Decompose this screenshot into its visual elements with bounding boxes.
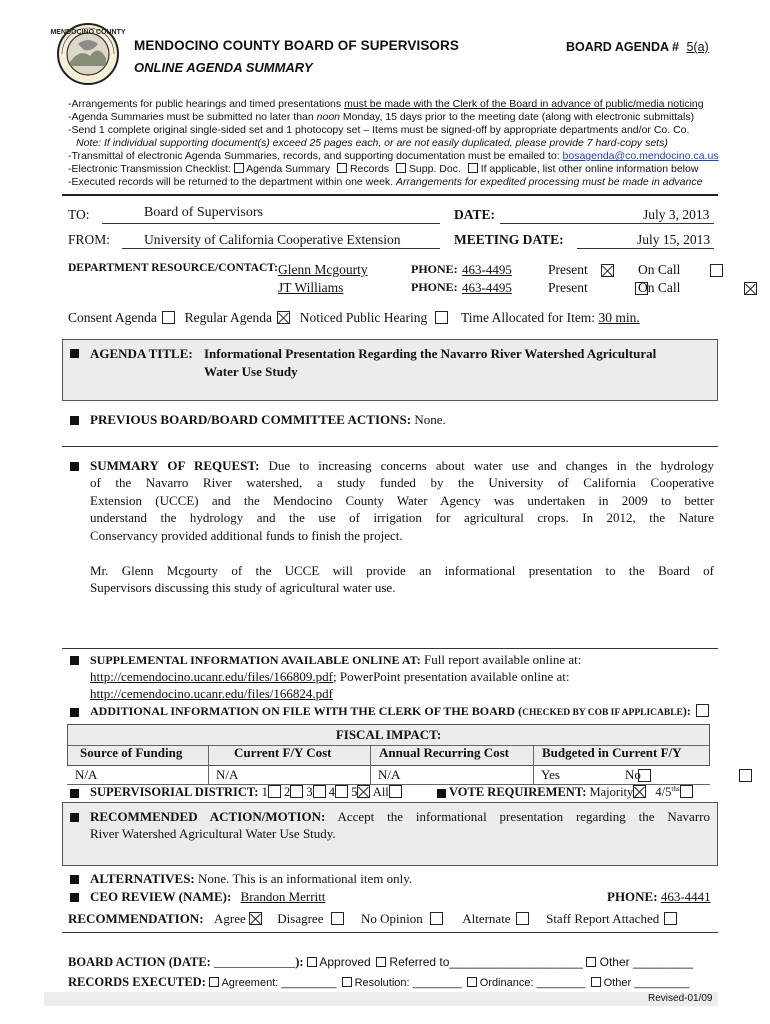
additional-info-end: ): — [682, 704, 691, 718]
instruction-6a: -Electronic Transmission Checklist: — [68, 163, 234, 175]
other-action-checkbox[interactable] — [586, 957, 596, 967]
summary-line-2: Extension (UCCE) and the Mendocino County Water Agency was undertaken in 2009 to better — [90, 493, 714, 508]
district-2: 2 — [283, 785, 291, 799]
majority-label: Majority — [589, 785, 634, 800]
checkbox-other-online[interactable] — [468, 163, 478, 173]
dept-contact-label: DEPARTMENT RESOURCE/CONTACT: — [68, 262, 278, 274]
bullet-icon — [70, 875, 79, 884]
alternatives-label: ALTERNATIVES: — [90, 871, 195, 886]
approved-label: Approved — [319, 955, 371, 969]
contact-phone-label-2: PHONE: — [411, 280, 458, 294]
majority-checkbox[interactable] — [633, 785, 646, 798]
recommendation-options — [214, 911, 677, 927]
records-executed-label: RECORDS EXECUTED: — [68, 975, 206, 989]
bullet-icon — [70, 893, 79, 902]
board-action-label: BOARD ACTION (DATE: — [68, 955, 211, 969]
instruction-7b: Arrangements for expedited processing must be made in advance — [396, 176, 703, 188]
ceo-label: CEO REVIEW (NAME): — [90, 889, 232, 904]
agreement-checkbox[interactable] — [209, 977, 219, 987]
additional-info-small: CHECKED BY COB IF APPLICABLE — [522, 708, 683, 718]
meeting-date-value: July 15, 2013 — [637, 232, 711, 247]
ceo-phone — [607, 889, 711, 905]
agreement-label: Agreement: _________ — [221, 977, 337, 989]
from-label: FROM: — [68, 232, 111, 247]
recommended-line-2: River Watershed Agricultural Water Use Study. — [90, 826, 336, 841]
agenda-title-text: Informational Presentation Regarding the Navarro River Watershed Agricultural — [204, 346, 657, 361]
district-1: 1 — [261, 785, 268, 799]
budgeted-yes-label: Yes — [541, 767, 560, 782]
staff-report-label: Staff Report Attached — [546, 911, 660, 926]
ceo-phone-value: 463-4441 — [660, 889, 711, 904]
board-agenda-label: BOARD AGENDA # — [566, 40, 679, 54]
summary-label: SUMMARY OF REQUEST: — [90, 458, 260, 473]
alternatives — [90, 871, 412, 887]
page-subtitle: ONLINE AGENDA SUMMARY — [134, 60, 313, 75]
fiscal-header-annual: Annual Recurring Cost — [379, 745, 510, 760]
vote-requirement — [449, 785, 693, 800]
oncall-label-2: On Call — [638, 280, 681, 295]
fiscal-annual-value: N/A — [378, 767, 401, 782]
staff-report-checkbox[interactable] — [664, 912, 677, 925]
noticed-hearing-label: Noticed Public Hearing — [299, 310, 428, 325]
agree-checkbox[interactable] — [249, 912, 262, 925]
page-title: MENDOCINO COUNTY BOARD OF SUPERVISORS — [134, 38, 459, 53]
present-label-1: Present — [548, 262, 588, 277]
summary-line-0 — [90, 458, 714, 474]
district-5-checkbox[interactable] — [357, 785, 370, 798]
section-divider — [62, 932, 718, 933]
supplemental-line-2 — [90, 669, 569, 685]
label-other-online: If applicable, list other online information below — [480, 163, 699, 175]
district-1-checkbox[interactable] — [268, 785, 281, 798]
section-divider — [62, 446, 718, 447]
contact-phone-2: 463-4495 — [462, 280, 512, 295]
ceo-name: Brandon Merritt — [240, 889, 326, 904]
agenda-title-label: AGENDA TITLE: — [90, 346, 193, 361]
label-supp-doc: Supp. Doc. — [408, 163, 461, 175]
bullet-icon — [70, 416, 79, 425]
summary-line-text-0: Due to increasing concerns about water use and changes in the hydrology — [268, 458, 714, 473]
resolution-checkbox[interactable] — [342, 977, 352, 987]
checkbox-agenda-summary[interactable] — [234, 163, 244, 173]
supplemental-text-1: Full report available online at: — [423, 652, 582, 667]
ceo-review — [90, 889, 325, 905]
referred-label: Referred to____________________ — [389, 955, 583, 969]
fourfifths-checkbox[interactable] — [680, 785, 693, 798]
contact-name-2: JT Williams — [278, 280, 344, 295]
oncall-label-1: On Call — [638, 262, 681, 277]
revised-label: Revised-01/09 — [648, 993, 713, 1004]
bullet-icon — [70, 349, 79, 358]
instruction-line-1 — [68, 98, 704, 110]
agenda-type-row — [68, 310, 640, 326]
ceo-phone-label: PHONE: — [607, 889, 658, 904]
consent-agenda-label: Consent Agenda — [68, 310, 157, 325]
meeting-date-label: MEETING DATE: — [454, 232, 564, 247]
instruction-5a: -Transmittal of electronic Agenda Summaries, records, and supporting documentation must be emailed to: — [68, 150, 563, 162]
district-5: 5 — [351, 785, 358, 799]
bullet-icon — [70, 462, 79, 471]
vote-label: VOTE REQUIREMENT: — [449, 785, 587, 800]
previous-actions-value: None. — [414, 412, 446, 427]
section-divider — [62, 648, 718, 649]
district-4: 4 — [328, 785, 335, 799]
fiscal-col-divider — [208, 745, 209, 785]
other-action-label: Other _________ — [599, 955, 694, 969]
bullet-icon — [70, 789, 79, 798]
footer-bar — [44, 992, 718, 1006]
report-link[interactable]: http://cemendocino.ucanr.edu/files/166809.pdf — [90, 669, 333, 684]
instruction-1a: -Arrangements for public hearings and timed presentations — [68, 98, 345, 110]
to-value: Board of Supervisors — [144, 205, 263, 220]
recommended-line-1 — [90, 809, 710, 825]
board-action-close: ): — [295, 955, 304, 969]
instruction-2a: -Agenda Summaries must be submitted no later than — [68, 111, 317, 123]
checkbox-supp-doc[interactable] — [396, 163, 406, 173]
district-all-checkbox[interactable] — [389, 785, 402, 798]
ordinance-label: Ordinance: ________ — [479, 977, 586, 989]
budgeted-no-label: No — [625, 767, 641, 782]
instructions-divider — [62, 194, 718, 196]
fiscal-source-value: N/A — [75, 767, 98, 782]
district-row — [90, 785, 402, 800]
meeting-date-underline — [577, 248, 714, 249]
instruction-line-3: -Send 1 complete original single-sided set and 1 photocopy set – Items must be signed-off by appropriate departments and/or Co. Co. — [68, 124, 690, 136]
alternatives-value: None. This is an informational item only. — [198, 871, 413, 886]
resolution-label: Resolution: ________ — [354, 977, 462, 989]
summary-p2-line-0: Mr. Glenn Mcgourty of the UCCE will provide an informational presentation to the Board of — [90, 563, 714, 578]
agree-label: Agree — [214, 911, 246, 926]
records-executed-row — [68, 975, 689, 990]
supplemental-line-3 — [90, 686, 333, 702]
alternate-label: Alternate — [462, 911, 511, 926]
district-2-checkbox[interactable] — [290, 785, 303, 798]
date-underline — [500, 223, 714, 224]
district-all: All — [372, 785, 389, 799]
seal-text: MENDOCINO COUNTY — [50, 29, 126, 36]
recommended-label: RECOMMENDED ACTION/MOTION: — [90, 809, 326, 824]
summary-line-4: Conservancy provided additional funds to finish the project. — [90, 528, 403, 543]
instruction-line-5 — [68, 150, 719, 162]
other-record-label: Other _________ — [603, 977, 690, 989]
label-records: Records — [349, 163, 390, 175]
board-agenda-number: 5(a) — [686, 40, 709, 54]
date-label: DATE: — [454, 207, 496, 222]
additional-info — [90, 704, 709, 719]
previous-actions-label: PREVIOUS BOARD/BOARD COMMITTEE ACTIONS: — [90, 412, 412, 427]
bullet-icon — [437, 789, 446, 798]
instruction-line-6 — [68, 163, 698, 175]
no-opinion-checkbox[interactable] — [430, 912, 443, 925]
recommended-text-1: Accept the informational presentation regarding the Navarro — [337, 809, 710, 824]
agenda-title-text-2: Water Use Study — [204, 364, 298, 379]
oncall-checkbox-1[interactable] — [710, 264, 723, 277]
summary-line-1: of the Navarro River watershed, a study funded by the University of California Cooperative — [90, 475, 714, 490]
instruction-2c: Monday, 15 days prior to the meeting date (along with electronic submittals) — [340, 111, 695, 123]
budgeted-no-checkbox[interactable] — [739, 769, 752, 782]
referred-checkbox[interactable] — [376, 957, 386, 967]
summary-p2-line-1: Supervisors discussing this study of agricultural water use. — [90, 580, 396, 595]
bullet-icon — [70, 656, 79, 665]
bullet-icon — [70, 708, 79, 717]
instruction-7a: -Executed records will be returned to the department within one week. — [68, 176, 397, 188]
additional-info-label: ADDITIONAL INFORMATION ON FILE WITH THE CLERK OF THE BOARD ( — [90, 704, 523, 718]
district-4-checkbox[interactable] — [335, 785, 348, 798]
powerpoint-link[interactable]: http://cemendocino.ucanr.edu/files/166824.pdf — [90, 686, 333, 701]
board-agenda — [566, 40, 723, 54]
present-label-2: Present — [548, 280, 588, 295]
district-label: SUPERVISORIAL DISTRICT: — [90, 785, 259, 799]
ordinance-checkbox[interactable] — [467, 977, 477, 987]
instruction-line-2 — [68, 111, 694, 123]
to-label: TO: — [68, 207, 90, 222]
fiscal-header-budgeted: Budgeted in Current F/Y — [542, 745, 682, 760]
previous-actions — [90, 412, 446, 428]
supplemental-text-2: ; PowerPoint presentation available online at: — [332, 669, 570, 684]
instruction-line-7 — [68, 176, 702, 188]
fiscal-col-divider — [370, 745, 371, 785]
fiscal-col-divider — [533, 745, 534, 785]
consent-agenda-checkbox[interactable] — [162, 311, 175, 324]
instruction-1b: must be made with the Clerk of the Board in advance of public/media noticing — [344, 98, 704, 110]
email-link[interactable]: bosagenda@co.mendocino.ca.us — [562, 150, 719, 162]
time-allocated-value: 30 min. — [598, 310, 640, 325]
contact-name-1: Glenn Mcgourty — [278, 262, 368, 277]
supplemental-label: SUPPLEMENTAL INFORMATION AVAILABLE ONLINE AT: — [90, 653, 421, 667]
alternate-checkbox[interactable] — [516, 912, 529, 925]
regular-agenda-checkbox[interactable] — [277, 311, 290, 324]
from-value: University of California Cooperative Extension — [144, 232, 401, 247]
supplemental-line-1 — [90, 652, 581, 668]
recommendation-label: RECOMMENDATION: — [68, 911, 204, 926]
district-3-checkbox[interactable] — [313, 785, 326, 798]
label-agenda-summary: Agenda Summary — [246, 163, 331, 175]
from-underline — [122, 248, 440, 249]
no-opinion-label: No Opinion — [360, 911, 423, 926]
fiscal-header-source: Source of Funding — [80, 745, 183, 760]
fiscal-current-value: N/A — [216, 767, 239, 782]
time-allocated-label: Time Allocated for Item: — [460, 310, 596, 325]
date-value: July 3, 2013 — [643, 207, 710, 222]
summary-line-3: understand the hydrology and the use of irrigation for agricultural crops. In 2012, the Nature — [90, 510, 714, 525]
checkbox-records[interactable] — [337, 163, 347, 173]
fourfifths-label: 4/5 — [655, 785, 672, 800]
contact-phone-1: 463-4495 — [462, 262, 512, 277]
noticed-hearing-checkbox[interactable] — [435, 311, 448, 324]
regular-agenda-label: Regular Agenda — [184, 310, 272, 325]
instruction-line-4: Note: If individual supporting document(s) exceed 25 pages each, or are not easily duplicated, please provide 7 hard-copy sets) — [76, 137, 668, 149]
instruction-2b: noon — [316, 111, 340, 123]
district-3: 3 — [306, 785, 313, 799]
approved-checkbox[interactable] — [307, 957, 317, 967]
contact-phone-label-1: PHONE: — [411, 262, 458, 276]
fiscal-header-current: Current F/Y Cost — [234, 745, 332, 760]
other-record-checkbox[interactable] — [591, 977, 601, 987]
bullet-icon — [70, 813, 79, 822]
board-action-date[interactable]: _____________ — [213, 955, 296, 969]
disagree-label: Disagree — [277, 911, 324, 926]
fiscal-title: FISCAL IMPACT: — [335, 727, 442, 742]
oncall-checkbox-2[interactable] — [744, 282, 757, 295]
fourfifths-sup: ths — [671, 785, 680, 793]
additional-info-checkbox[interactable] — [696, 704, 709, 717]
disagree-checkbox[interactable] — [331, 912, 344, 925]
board-action-row — [68, 955, 693, 970]
county-seal — [50, 22, 126, 86]
present-checkbox-1[interactable] — [601, 264, 614, 277]
to-underline — [102, 223, 440, 224]
